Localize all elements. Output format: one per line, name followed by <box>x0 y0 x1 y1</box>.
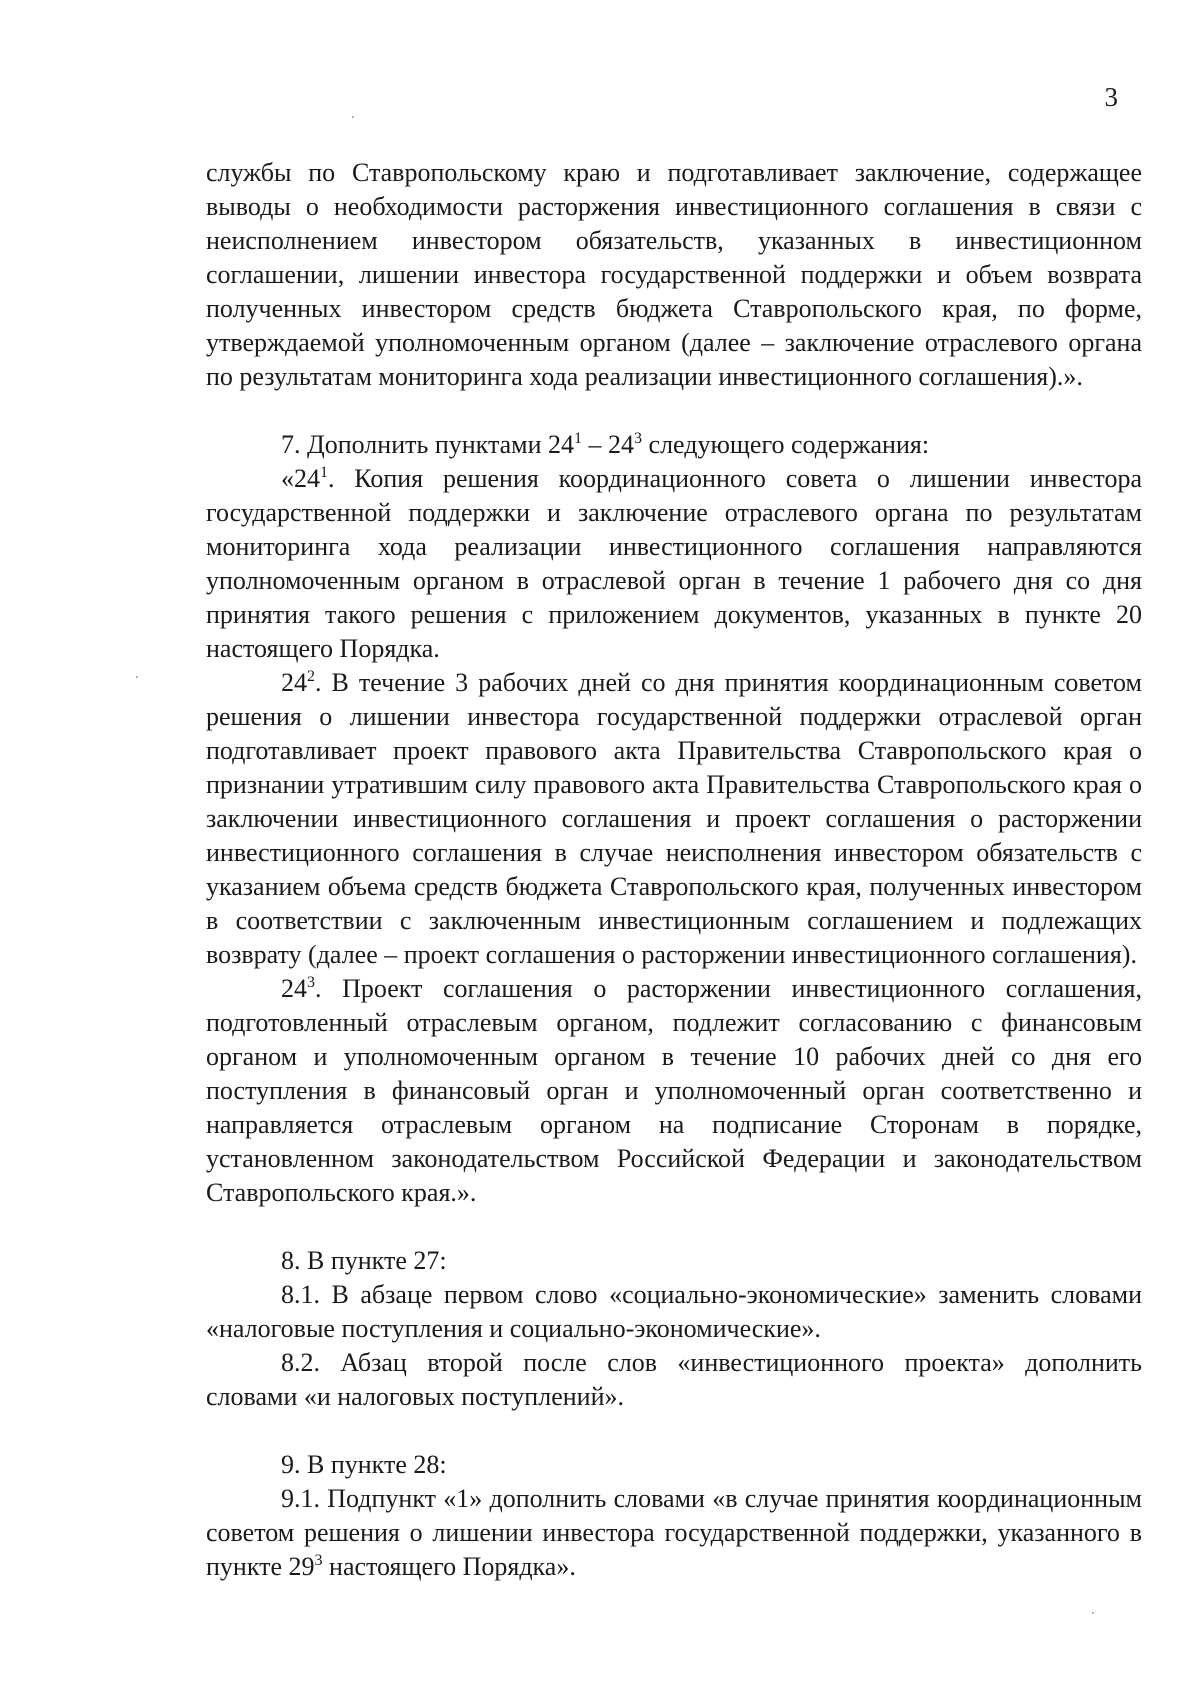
paragraph-24-2: $24^2$. В течение 3 рабочих дней со дня принятия координационным советом решения о лишении инвестора государственной поддержки отраслевой орган подготавливает проект правового акта Правительства Ставропольского края о признании утратившим силу правового акта Правительства Ставропольского края о заключении инвестиционного соглашения и проект соглашения о расторжении инвестиционного соглашения в случае неисполнения инвестором обязательств с указанием объема средств бюджета Ставропольского края, полученных инвестором в соответствии с заключенным инвестиционным соглашением и подлежащих возврату (далее – проект соглашения о расторжении инвестиционного соглашения). <box>206 668 1142 969</box>
paragraph-gap <box>206 1414 1142 1448</box>
paragraph-24-3: $24^3$. Проект соглашения о расторжении инвестиционного соглашения, подготовленный отраслевым органом, подлежит согласованию с финансовым органом и уполномоченным органом в течение 10 рабочих дней со дня его поступления в финансовый орган и уполномоченный орган соответственно и направляется отраслевым органом на подписание Сторонам в порядке, установленном законодательством Российской Федерации и законодательством Ставропольского края.». <box>206 974 1142 1207</box>
paragraph-item-7: 7. Дополнить пунктами $24^1 - 24^3$ следующего содержания: <box>281 430 930 459</box>
scan-speck <box>136 676 138 678</box>
page-number: 3 <box>1104 82 1118 112</box>
paragraph-item-8-1: 8.1. В абзаце первом слово «социально-экономические» заменить словами «налоговые поступления и социально-экономические». <box>206 1280 1142 1343</box>
paragraph-item-8: 8. В пункте 27: <box>281 1246 447 1275</box>
document-body <box>206 156 1142 1584</box>
scan-speck <box>1092 1612 1094 1614</box>
paragraph-24-1: «$24^1$. Копия решения координационного совета о лишении инвестора государственной поддержки и заключение отраслевого органа по результатам мониторинга хода реализации инвестиционного соглашения направляются уполномоченным органом в отраслевой орган в течение 1 рабочего дня со дня принятия такого решения с приложением документов, указанных в пункте 20 настоящего Порядка. <box>206 464 1142 663</box>
paragraph-gap <box>206 1210 1142 1244</box>
paragraph-continuation: службы по Ставропольскому краю и подготавливает заключение, содержащее выводы о необходимости расторжения инвестиционного соглашения в связи с неисполнением инвестором обязательств, указанных в инвестиционном соглашении, лишении инвестора государственной поддержки и объем возврата полученных инвестором средств бюджета Ставропольского края, по форме, утверждаемой уполномоченным органом (далее – заключение отраслевого органа по результатам мониторинга хода реализации инвестиционного соглашения).». <box>206 158 1142 391</box>
paragraph-item-9: 9. В пункте 28: <box>281 1450 447 1479</box>
paragraph-gap <box>206 394 1142 428</box>
paragraph-item-9-1: 9.1. Подпункт «1» дополнить словами «в случае принятия координационным советом решения о лишении инвестора государственной поддержки, указанного в пункте $29^3$ настоящего Порядка». <box>206 1484 1142 1581</box>
scan-speck <box>352 116 354 118</box>
paragraph-item-8-2: 8.2. Абзац второй после слов «инвестиционного проекта» дополнить словами «и налоговых поступлений». <box>206 1348 1142 1411</box>
